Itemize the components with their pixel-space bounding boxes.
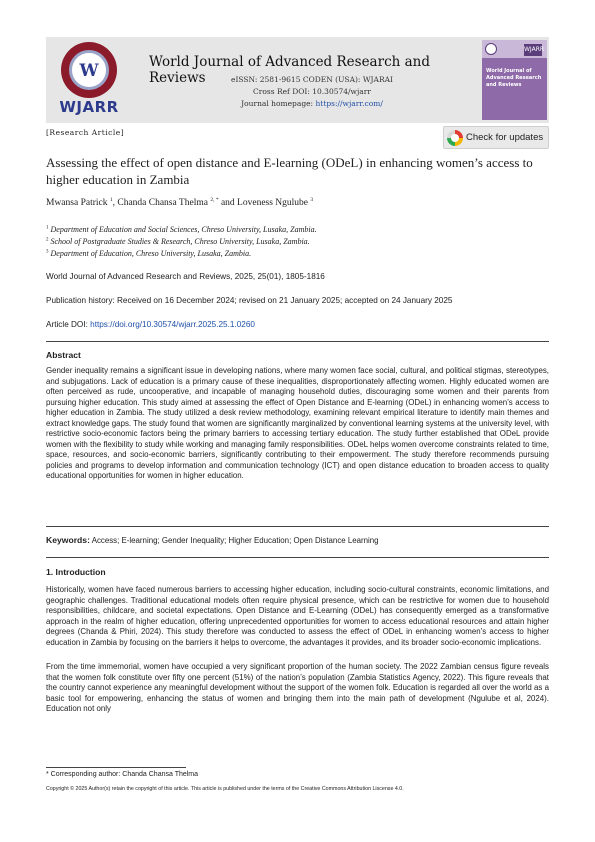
keywords-text: Access; E-learning; Gender Inequality; Higher Education; Open Distance Learning [89,536,379,545]
affiliation-text: School of Postgraduate Studies & Research, Chreso University, Lusaka, Zambia. [48,237,310,246]
affiliation-text: Department of Education and Social Sciences, Chreso University, Lusaka, Zambia. [48,225,317,234]
journal-header [46,37,549,123]
keywords-label: Keywords: [46,535,90,545]
homepage-link[interactable]: https://wjarr.com/ [315,99,383,108]
footnote-star: * [46,771,49,778]
author-list [46,197,313,208]
doi-label: Article DOI: [46,320,91,329]
affiliation-2 [46,237,310,246]
footnote-text: Corresponding author: Chanda Chansa Thelma [48,771,199,778]
intro-paragraph-1: Historically, women have faced numerous barriers to accessing higher education, including socio-cultural constraints, economic limitations, and geographic challenges. Traditional educational models often require physical presence, which can be restrictive for women due to household responsibilities, childcare, and societal expectations. Open Distance and E-Learning (ODeL) has consequently emerged as a transformative approach in the realm of higher education, offering unprecedented opportunities for women to access educational resources and attain higher degrees (Chanda & Phiri, 2024). This study therefore was conducted to assess the effect of ODeL in enhancing women’s access to higher education in Zambia by focusing on the barriers it helps to overcome, the advantages it provides, and its broader socio-economic implications. [46,585,549,647]
author-name: Mwansa Patrick [46,198,110,209]
copyright-notice: Copyright © 2025 Author(s) retain the copyright of this article. This article is published under the terms of the Creative Commons Attribution Liscense 4.0. [46,786,404,792]
journal-homepage [136,99,488,108]
logo-circle [61,42,117,98]
journal-cover-thumbnail [482,40,547,120]
abstract-heading: Abstract [46,350,81,360]
abstract-top-rule [46,341,549,342]
author-name: , Chanda Chansa Thelma [112,198,211,209]
affiliation-text: Department of Education, Chreso University, Lusaka, Zambia. [48,249,252,258]
intro-heading: 1. Introduction [46,567,106,577]
journal-crossref-doi: Cross Ref DOI: 10.30574/wjarr [253,87,371,96]
check-updates-icon [447,130,463,146]
doi-link[interactable]: https://doi.org/10.30574/wjarr.2025.25.1.0260 [90,320,255,329]
check-for-updates-button[interactable] [443,126,549,149]
journal-logo [54,42,124,118]
author-affiliation-mark: 3 [310,197,314,203]
keywords [46,535,379,545]
journal-title: World Journal of Advanced Research and Reviews [149,54,430,86]
check-updates-label: Check for updates [466,132,544,143]
author-name: and Loveness Ngulube [218,198,311,209]
article-title: Assessing the effect of open distance and E-learning (ODeL) in enhancing women’s access to higher education in Zambia [46,155,533,187]
cover-seal-icon [485,43,497,55]
logo-wordmark: WJARR [59,98,119,116]
affiliation-3 [46,249,251,258]
footnote-rule [46,767,186,768]
homepage-label: Journal homepage: [241,99,316,108]
affiliation-mark: 3 [46,249,49,255]
publication-history: Publication history: Received on 16 December 2024; revised on 21 January 2025; accepted on 24 January 2025 [46,296,453,305]
abstract-bottom-rule [46,526,549,527]
author-affiliation-mark: 1 [109,197,113,203]
citation-line: World Journal of Advanced Research and Reviews, 2025, 25(01), 1805-1816 [46,272,325,281]
cover-title: World Journal of Advanced Research and Reviews [486,68,542,88]
cover-badge: WJARR [524,44,542,56]
article-type: [Research Article] [46,128,125,137]
affiliation-mark: 2 [46,237,49,243]
abstract-text: Gender inequality remains a significant issue in developing nations, where many women face social, cultural, and political stigmas, stereotypes, and subjugations. Lack of education is a primary cause of these inequalities, disproportionately affecting women. Highly educated women are often perceived as rude, uncooperative, and incapable of managing household duties, discouraging some women and their parents from pursuing higher education. This study aimed at assessing the effect of Open Distance and E-learning (ODeL) in enhancing women’s access to higher education in Zambia. The study utilized a desk review methodology, examining relevant empirical literature to identify main themes and extract knowledge gaps. The study found that women are significantly marginalized by conventional learning systems at the university level, with restrictive socio-economic factors being the primary barriers to accessing tertiary education. The study further established that ODeL provide women with the flexibility to study while working and managing family responsibilities. ODeL helps women overcome constraints related to time, space, resources, and socio-economic barriers, significantly contributing to their empowerment. The study therefore recommends pursuing policies and programs to develop information and communication technology (ICT) and open distance education to broaden access to quality educational opportunities for women in higher education. [46,366,549,480]
intro-paragraph-2: From the time immemorial, women have occupied a very significant proportion of the human society. The 2022 Zambian census figure reveals that the women folk constitute over fifty one percent (51%) of the nation’s population (Zambia Statistics Agency, 2022). This figure reveals that the country cannot experience any meaningful development without the support of the women folk. Education is regarded all over the world as a basic tool for empowering, enhancing the status of women and bringing them into the main path of development (Ngulube et al, 2024). Education not only [46,662,549,713]
intro-top-rule [46,557,549,558]
logo-letter: W [79,61,99,81]
article-doi [46,320,255,329]
affiliation-mark: 1 [46,225,49,231]
author-affiliation-mark: 2, * [210,197,219,203]
logo-inner-ring [69,50,109,90]
affiliation-1 [46,225,317,234]
corresponding-author-note [46,771,198,778]
journal-issn: eISSN: 2581-9615 CODEN (USA): WJARAI [231,75,393,84]
